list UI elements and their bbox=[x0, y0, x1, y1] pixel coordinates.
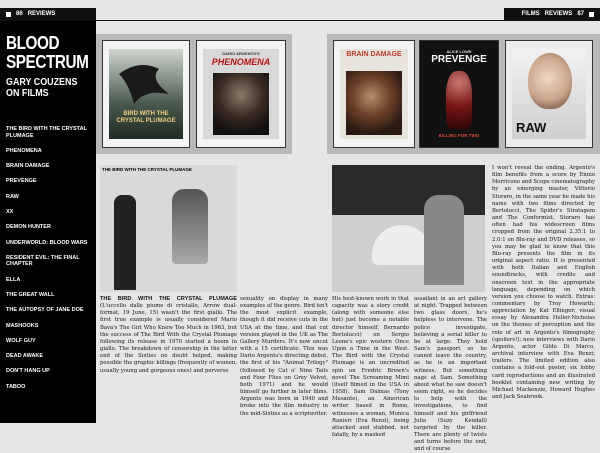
article-column-1 bbox=[100, 296, 237, 418]
brain-damage-cover bbox=[333, 40, 415, 148]
raw-cover-face bbox=[528, 53, 572, 109]
left-page-header bbox=[0, 8, 96, 20]
article-body-2: sexuality on display in many examples of the genre. Bird isn't the most explicit example, though it did receive cuts in the USA at the time, and that cut version played in the UK as The Gallery Murders. It's now uncut with a 15 certificate. This was Dario Argento's directing debut, the first of his "Animal Trilogy" (followed by Cat o' Nine Tails and Four Flies on Grey Velvet, both 1971) and he would himself go further in later films. Argento was born in 1940 and broke into the film industry in the mid-Sixties as a scriptwriter. bbox=[240, 296, 328, 417]
film-list-item: TABOO bbox=[6, 383, 26, 390]
prevenge-cover-art bbox=[426, 49, 492, 139]
prevenge-cover-credit: ALICE LOWE bbox=[446, 49, 472, 54]
films-label: FILMS bbox=[521, 11, 540, 17]
film-list-item: PREVENGE bbox=[6, 178, 37, 185]
film-list-item: DEMON HUNTER bbox=[6, 224, 51, 231]
phenomena-cover bbox=[196, 40, 286, 148]
article-photo-phenomena bbox=[332, 165, 485, 292]
byline: GARY COUZENS ON FILMS bbox=[6, 76, 78, 99]
article-column-5 bbox=[492, 165, 595, 418]
article-column-3 bbox=[332, 296, 409, 438]
photo-figure-woman bbox=[172, 189, 208, 264]
prevenge-cover-image bbox=[446, 71, 472, 129]
phenomena-cover-title: PHENOMENA bbox=[211, 57, 271, 67]
article-body-4: assailant in an art gallery at night. Trapped between two glass doors, he's helpless to intervene. The police investigate, believing a serial killer to be at large. They hold Sam's passport so he cannot leave the country, as he is an important witness. But something nags at Sam. Something about what he saw doesn't seem right, so he decides to help with the investigations, to find himself and his girlfriend Julia (Suzy Kendall) targeted by the killer. There are plenty of twists and turns before the end, and of course bbox=[414, 296, 487, 453]
article-body-5: I won't reveal the ending. Argento's film benefits from a score by Ennio Morricone and Scope cinematography by an emerging master, Vittorio Storaro, in the same year he made his name with two films directed by Bertolucci, The Spider's Stratagem and The Conformist. Storaro has often had his widescreen films cropped from the original 2.35:1 to 2.0:1 on Blu-ray and DVD releases, so you may be glad to know that this Blu-ray presents the film in its original aspect ratio. It is presented with both Italian and English soundtracks, with credits and onscreen text in the appropriate language, depending on which version you choose to watch. Extras: commentary by Troy Howarth; appreciation by Kat Ellinger; visual essay by Alexandra Heller-Nicholas on the themes of perception and the role of art in Argento's filmography (spoilers!); new interviews with Dario Argento, actor Gildo Di Marco, archival interview with Eva Renzi; trailers. The limited edition also contains a fold-out poster, six lobby card reproductions and an illustrated booklet containing new writing by Michael Mackenzie, Howard Hughes and Jack Seabrook. bbox=[492, 165, 595, 400]
square-icon bbox=[589, 12, 594, 17]
film-list-item: XX bbox=[6, 208, 14, 215]
bird-silhouette-icon bbox=[109, 49, 183, 139]
photo-figure-standing bbox=[424, 195, 464, 285]
phenomena-cover-credit: DARIO ARGENTO'S bbox=[222, 51, 260, 56]
raw-cover bbox=[505, 40, 593, 148]
photo-figure-man bbox=[114, 195, 136, 290]
bird-cover-title: BIRD WITH THE CRYSTAL PLUMAGE bbox=[116, 111, 176, 124]
film-list-item: ELLA bbox=[6, 276, 21, 283]
film-list-item: WOLF GUY bbox=[6, 337, 36, 344]
film-list-item: DON'T HANG UP bbox=[6, 368, 50, 375]
prevenge-cover bbox=[419, 40, 499, 148]
raw-cover-art bbox=[512, 49, 586, 139]
sidebar bbox=[0, 21, 96, 423]
film-list-item: THE GREAT WALL bbox=[6, 291, 55, 298]
prevenge-cover-title: PREVENGE bbox=[431, 54, 487, 65]
right-page-header bbox=[504, 8, 600, 20]
film-list-item: BRAIN DAMAGE bbox=[6, 163, 50, 170]
bird-cover-art bbox=[109, 49, 183, 139]
article-body-3: His best-known work in that capacity was a story credit (along with someone else but) just become a notable director himself, Bernardo Bertolucci) on Sergio Leone's epic western Once Upon a Time in the West. The Bird with the Crystal Plumage is an uncredited spin on Fredric Brown's novel The Screaming Mimi (itself filmed in the USA in 1958). Sam Dalmas (Tony Musante), an American writer based in Rome, witnesses a woman, Monica Ranieri (Eva Renzi), being attacked and stabbed, not fatally, by a masked bbox=[332, 296, 409, 438]
column-title: BLOOD SPECTRUM bbox=[6, 33, 89, 72]
prevenge-cover-tagline: KILLING FOR TWO bbox=[438, 133, 480, 138]
photo-caption: THE BIRD WITH THE CRYSTAL PLUMAGE bbox=[102, 167, 192, 172]
right-section-label: REVIEWS bbox=[544, 11, 573, 17]
film-list-item: DEAD AWAKE bbox=[6, 353, 44, 360]
article-body-1: (L'uccello dalle piume di cristallo, Arrow dual-format, 19 June, 15) wasn't the first giallo. The first true example is usually considered Mario Bava's The Girl Who Knew Too Much in 1963, but the success of The Bird With the Crystal Plumage following its release in 1970 started a boom in giallo. The breakdown of censorship in the latter end of the Sixties no doubt helped, making possible the graphic killings (frequently of women, usually young and gorgeous ones) and perverse bbox=[100, 303, 237, 374]
film-list-item: THE BIRD WITH THE CRYSTAL PLUMAGE bbox=[6, 126, 87, 139]
article-column-4 bbox=[414, 296, 487, 453]
film-list-item: UNDERWORLD: BLOOD WARS bbox=[6, 239, 88, 246]
covers-panel-right bbox=[327, 34, 600, 154]
right-page-number: 87 bbox=[577, 11, 584, 17]
film-list-item: RESIDENT EVIL: THE FINAL CHAPTER bbox=[6, 254, 80, 268]
brain-damage-cover-art bbox=[340, 49, 408, 139]
left-section-label: REVIEWS bbox=[27, 11, 56, 17]
film-list-item: RAW bbox=[6, 193, 19, 200]
photo-figure bbox=[372, 225, 432, 265]
article-column-2 bbox=[240, 296, 328, 418]
brain-damage-cover-title: BRAIN DAMAGE bbox=[346, 51, 402, 58]
film-list-item: MASHOOKS bbox=[6, 322, 39, 329]
article-photo-bird bbox=[100, 165, 237, 292]
article-lead: THE BIRD WITH THE CRYSTAL PLUMAGE bbox=[100, 296, 237, 302]
left-page-number: 86 bbox=[16, 11, 23, 17]
film-list bbox=[6, 126, 94, 399]
film-list-item: THE AUTOPSY OF JANE DOE bbox=[6, 307, 84, 314]
raw-cover-title: RAW bbox=[516, 120, 547, 135]
phenomena-cover-art bbox=[203, 49, 279, 139]
brain-damage-cover-image bbox=[346, 71, 402, 135]
square-icon bbox=[6, 12, 11, 17]
bird-cover bbox=[102, 40, 190, 148]
film-list-item: PHENOMENA bbox=[6, 147, 42, 154]
phenomena-cover-image bbox=[213, 73, 269, 135]
covers-panel-left bbox=[96, 34, 292, 154]
